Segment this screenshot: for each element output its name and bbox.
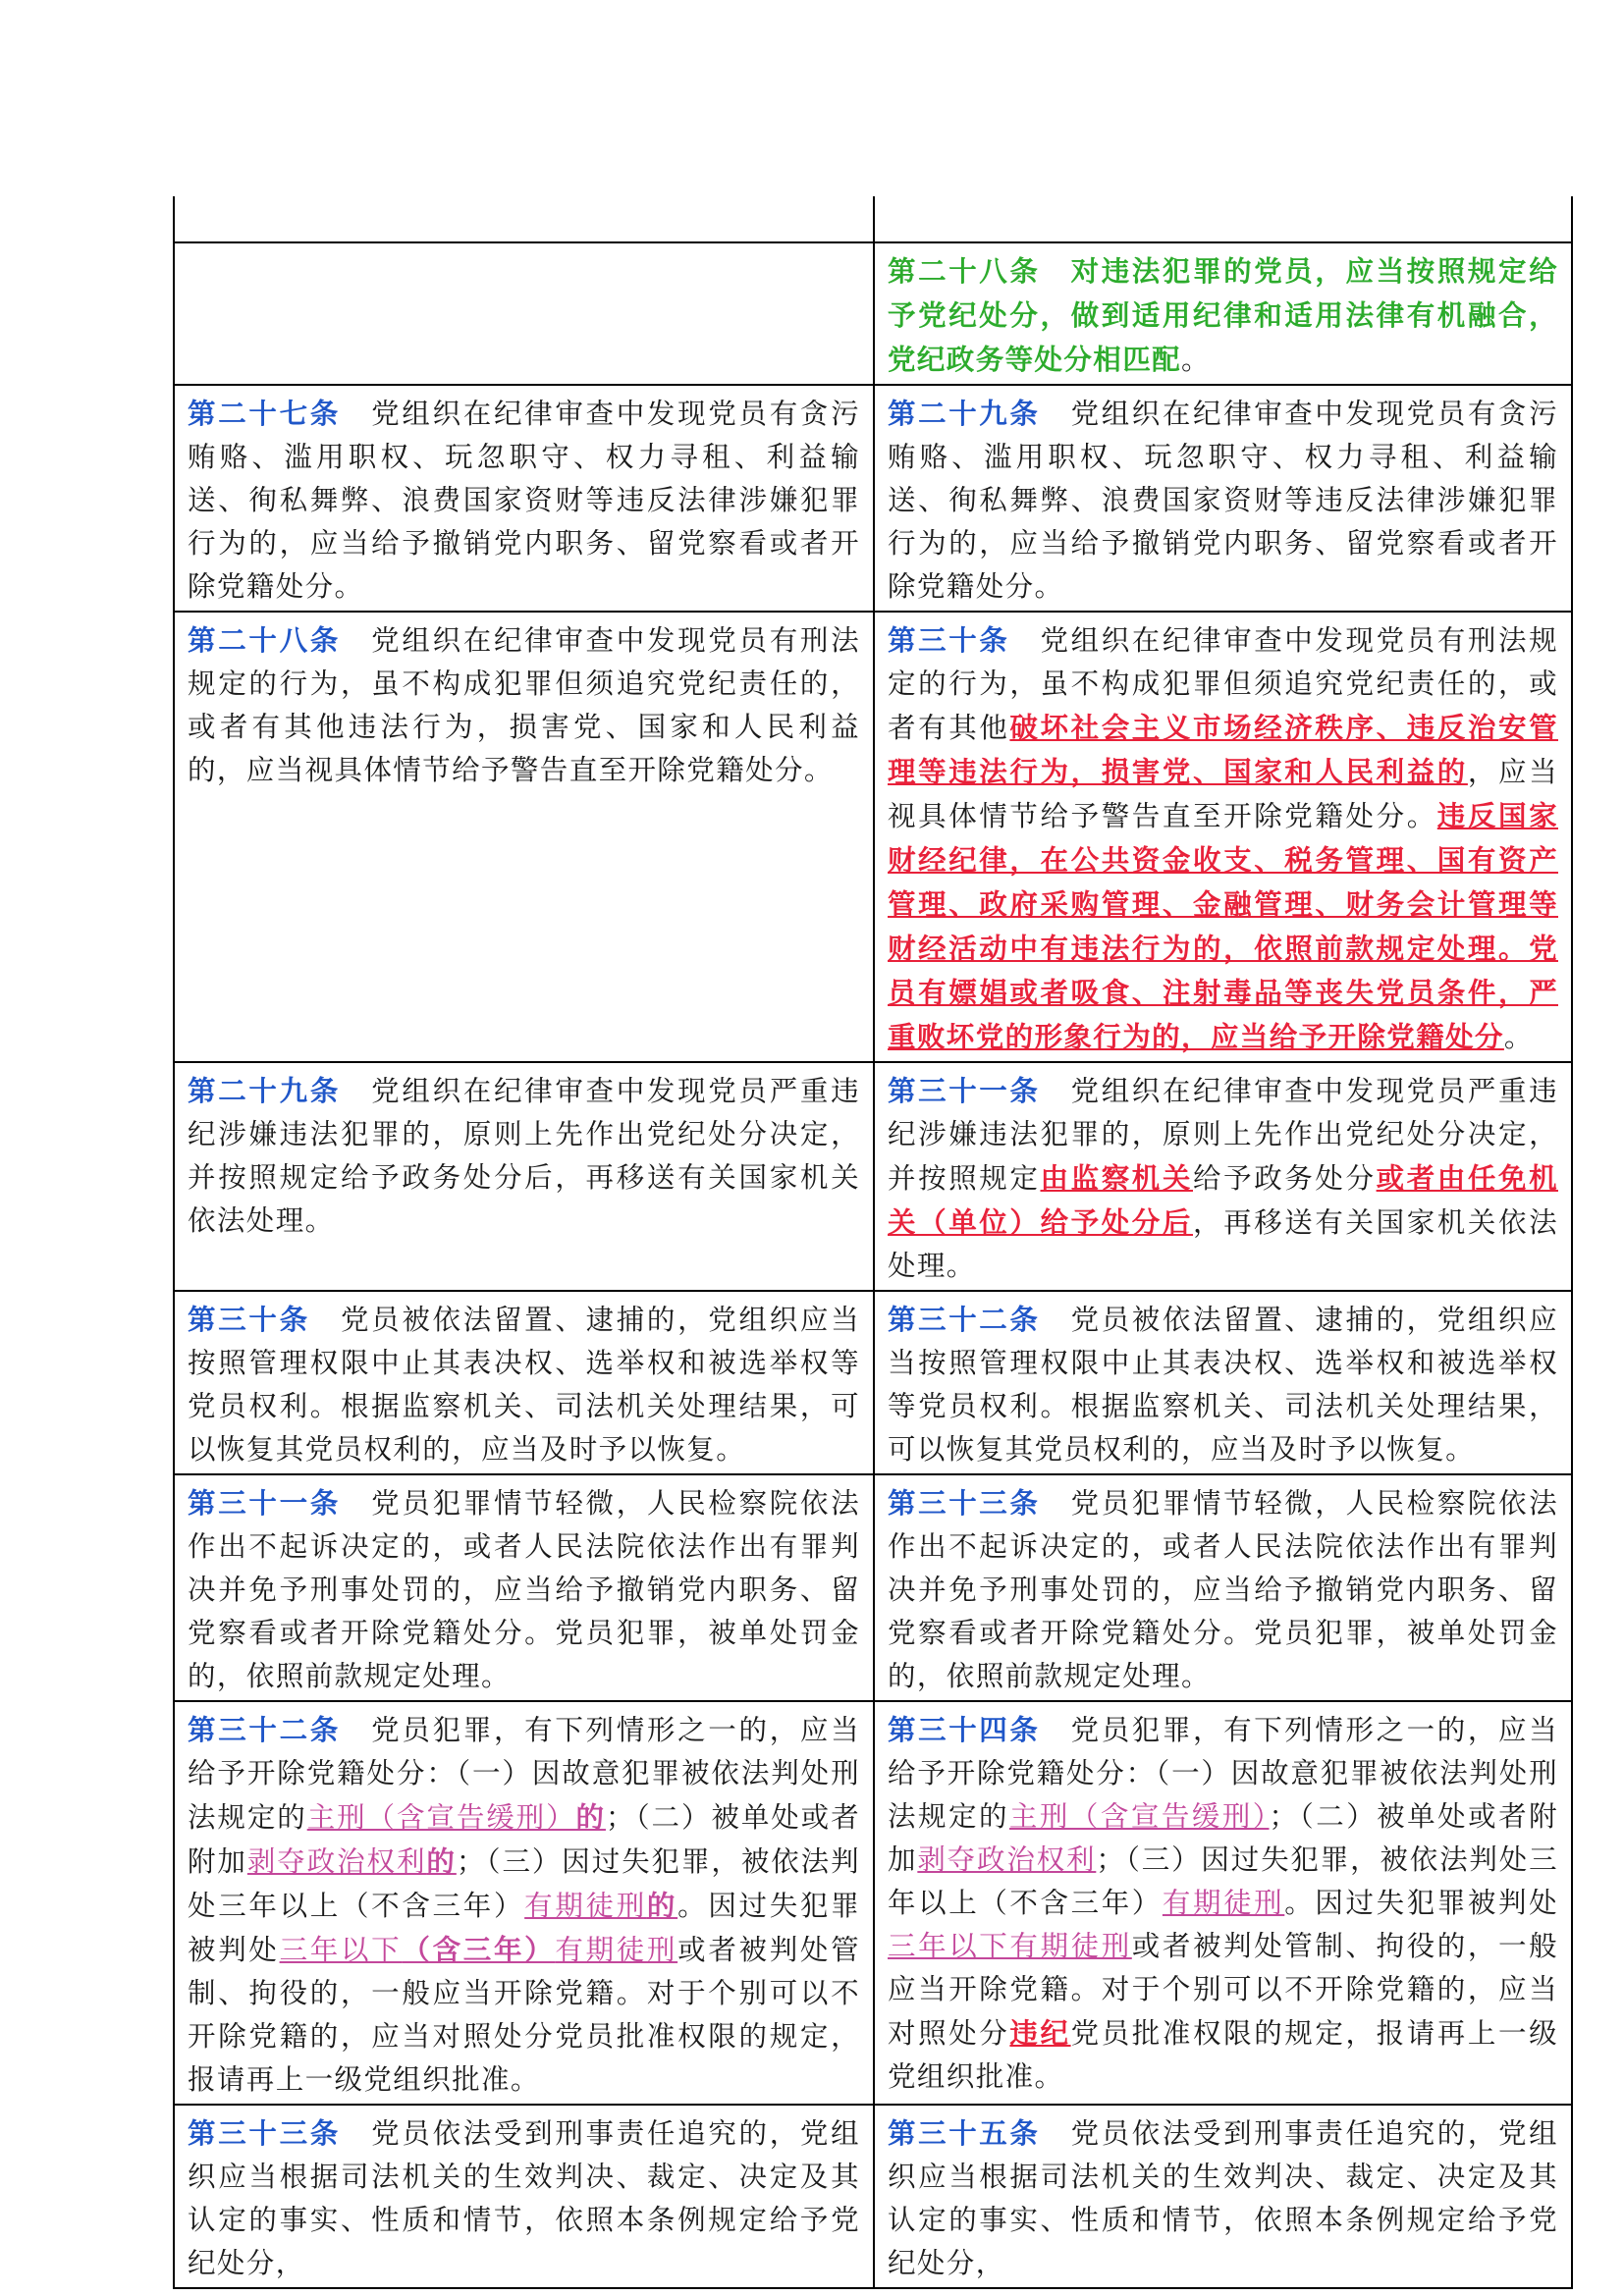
article-text: 党员依法受到刑事责任追究的，党组织应当根据司法机关的生效判决、裁定、决定及其认定的事实、性质和情节，依照本条例规定给予党纪处分， (188, 2117, 860, 2279)
article-number: 第二十八条 (188, 623, 341, 657)
old-version-cell (174, 385, 874, 612)
old-version-cell (174, 1474, 874, 1701)
new-version-cell (874, 2105, 1572, 2288)
table-row (174, 612, 1572, 1062)
article-number: 第三十三条 (188, 2116, 341, 2150)
revision-mark: 剥夺政治权利 (246, 1845, 427, 1878)
comparison-table-body (174, 196, 1572, 2288)
article-number: 第三十一条 (188, 1486, 341, 1520)
new-version-cell (874, 1062, 1572, 1291)
article-text: 。 (1181, 344, 1211, 376)
article-text: 党员批准权限的规定，报请再上一级党组织批准。 (888, 2017, 1558, 2093)
article-text: ；（三）因过失犯罪，被依法判处三年以上（不含三年） (188, 1845, 860, 1922)
article-text: 党员犯罪情节轻微，人民检察院依法作出不起诉决定的，或者人民法院依法作出有罪判决并免予刑事处罚的，应当给予撤销党内职务、留党察看或者开除党籍处分。党员犯罪，被单处罚金的，依照前款规定处理。 (888, 1487, 1558, 1692)
article-text: 或者被判处管制、拘役的，一般应当开除党籍。对于个别可以不开除党籍的，应当对照处分 (888, 1930, 1558, 2050)
revision-mark: 的 (426, 1844, 457, 1878)
article-text: 或者被判处管制、拘役的，一般应当开除党籍。对于个别可以不开除党籍的，应当对照处分党员批准权限的规定，报请再上一级党组织批准。 (188, 1934, 860, 2096)
article-number: 第三十条 (888, 623, 1010, 657)
revision-mark: 主刑（含宣告缓刑） (1008, 1800, 1270, 1833)
revision-mark: 三年以下 (279, 1934, 403, 1966)
revision-mark: 违反国家财经纪律，在公共资金收支、税务管理、国有资产管理、政府采购管理、金融管理、财务会计管理等财经活动中有违法行为的，依照前款规定处理。党员有嫖娼或者吸食、注射毒品等丧失党员条件，严重败坏党的形象行为的，应当给予开除党籍处分 (888, 799, 1558, 1053)
article-text: 党组织在纪律审查中发现党员有贪污贿赂、滥用职权、玩忽职守、权力寻租、利益输送、徇私舞弊、浪费国家资财等违反法律涉嫌犯罪行为的，应当给予撤销党内职务、留党察看或者开除党籍处分。 (888, 398, 1558, 603)
article-text: 党员犯罪，有下列情形之一的，应当给予开除党籍处分：（一）因故意犯罪被依法判处刑法规定的 (188, 1714, 860, 1834)
revision-mark: 由监察机关 (1040, 1161, 1193, 1195)
new-version-cell (874, 196, 1572, 242)
old-version-cell (174, 1701, 874, 2105)
revision-mark: 破坏社会主义市场经济秩序、违反治安管理等违法行为，损害党、国家和人民利益的 (888, 711, 1558, 788)
article-text: 党组织在纪律审查中发现党员严重违纪涉嫌违法犯罪的，原则上先作出党纪处分决定，并按照规定给予政务处分后，再移送有关国家机关依法处理。 (188, 1075, 860, 1237)
article-text: 党员依法受到刑事责任追究的，党组织应当根据司法机关的生效判决、裁定、决定及其认定的事实、性质和情节，依照本条例规定给予党纪处分， (888, 2117, 1558, 2279)
comparison-table (173, 196, 1573, 2289)
table-row (174, 242, 1572, 385)
article-text: 党员犯罪情节轻微，人民检察院依法作出不起诉决定的，或者人民法院依法作出有罪判决并免予刑事处罚的，应当给予撤销党内职务、留党察看或者开除党籍处分。党员犯罪，被单处罚金的，依照前款规定处理。 (188, 1487, 860, 1692)
revision-mark: 违纪 (1009, 2016, 1071, 2050)
old-version-cell (174, 1062, 874, 1291)
article-number: 第三十三条 (888, 1486, 1041, 1520)
new-version-cell (874, 1701, 1572, 2105)
old-version-cell (174, 2105, 874, 2288)
article-number: 第三十二条 (188, 1713, 341, 1746)
article-text: 党组织在纪律审查中发现党员有刑法规定的行为，虽不构成犯罪但须追究党纪责任的，或者有其他违法行为，损害党、国家和人民利益的，应当视具体情节给予警告直至开除党籍处分。 (188, 624, 860, 786)
article-text: 党员被依法留置、逮捕的，党组织应当按照管理权限中止其表决权、选举权和被选举权等党员权利。根据监察机关、司法机关处理结果，可以恢复其党员权利的，应当及时予以恢复。 (888, 1304, 1558, 1466)
article-text: 。 (1503, 1021, 1534, 1053)
revision-mark: 对违法犯罪的党员，应当按照规定给予党纪处分，做到适用纪律和适用法律有机融合，党纪政务等处分相匹配 (888, 254, 1558, 376)
old-version-cell (174, 196, 874, 242)
article-number: 第二十九条 (188, 1074, 341, 1107)
revision-mark: 有期徒刑 (555, 1934, 678, 1966)
article-number: 第三十四条 (888, 1713, 1041, 1746)
article-number: 第三十二条 (888, 1303, 1041, 1336)
revision-mark: 剥夺政治权利 (917, 1843, 1097, 1876)
article-text: ，再移送有关国家机关依法处理。 (888, 1206, 1558, 1282)
revision-mark: 主刑（含宣告缓刑） (306, 1801, 576, 1834)
article-number: 第三十一条 (888, 1074, 1041, 1107)
article-number: 第二十九条 (888, 397, 1041, 430)
revision-mark: 第二十八条 (888, 254, 1041, 288)
article-text: ；（二）被单处或者附加 (888, 1800, 1558, 1876)
article-text: 给予政务处分 (1193, 1162, 1377, 1195)
revision-mark: （含三年） (402, 1933, 556, 1966)
old-version-cell (174, 1291, 874, 1474)
article-text: ；（二）被单处或者附加 (188, 1801, 860, 1878)
article-number: 第三十条 (188, 1303, 310, 1336)
table-row (174, 1062, 1572, 1291)
revision-mark: 三年以下有期徒刑 (888, 1930, 1132, 1962)
article-text: 。因过失犯罪被判处 (188, 1890, 860, 1966)
new-version-cell (874, 1291, 1572, 1474)
article-text: 。因过失犯罪被判处 (1284, 1887, 1558, 1919)
revision-mark: 的 (646, 1889, 678, 1922)
article-text: 党员被依法留置、逮捕的，党组织应当按照管理权限中止其表决权、选举权和被选举权等党员权利。根据监察机关、司法机关处理结果，可以恢复其党员权利的，应当及时予以恢复。 (188, 1304, 860, 1466)
revision-mark: 的 (575, 1800, 606, 1834)
article-text: 党员犯罪，有下列情形之一的，应当给予开除党籍处分：（一）因故意犯罪被依法判处刑法规定的 (888, 1714, 1558, 1833)
new-version-cell (874, 385, 1572, 612)
article-text: ；（三）因过失犯罪，被依法判处三年以上（不含三年） (888, 1843, 1558, 1919)
revision-mark: 或者由任免机关（单位）给予处分后 (888, 1161, 1558, 1239)
table-row (174, 1474, 1572, 1701)
old-version-cell (174, 612, 874, 1062)
article-text: 党组织在纪律审查中发现党员有贪污贿赂、滥用职权、玩忽职守、权力寻租、利益输送、徇私舞弊、浪费国家资财等违反法律涉嫌犯罪行为的，应当给予撤销党内职务、留党察看或者开除党籍处分。 (188, 398, 860, 603)
table-row (174, 1291, 1572, 1474)
table-row (174, 385, 1572, 612)
new-version-cell (874, 612, 1572, 1062)
new-version-cell (874, 242, 1572, 385)
article-text: 党组织在纪律审查中发现党员严重违纪涉嫌违法犯罪的，原则上先作出党纪处分决定，并按照规定 (888, 1075, 1558, 1195)
article-text: 党组织在纪律审查中发现党员有刑法规定的行为，虽不构成犯罪但须追究党纪责任的，或者有其他 (888, 624, 1558, 744)
article-number: 第三十五条 (888, 2116, 1041, 2150)
old-version-cell (174, 242, 874, 385)
table-row-continued (174, 196, 1572, 242)
new-version-cell (874, 1474, 1572, 1701)
revision-mark: 有期徒刑 (524, 1890, 647, 1922)
table-row (174, 1701, 1572, 2105)
article-number: 第二十七条 (188, 397, 341, 430)
article-text: ，应当视具体情节给予警告直至开除党籍处分。 (888, 756, 1558, 832)
table-row (174, 2105, 1572, 2288)
revision-mark: 有期徒刑 (1162, 1887, 1285, 1919)
